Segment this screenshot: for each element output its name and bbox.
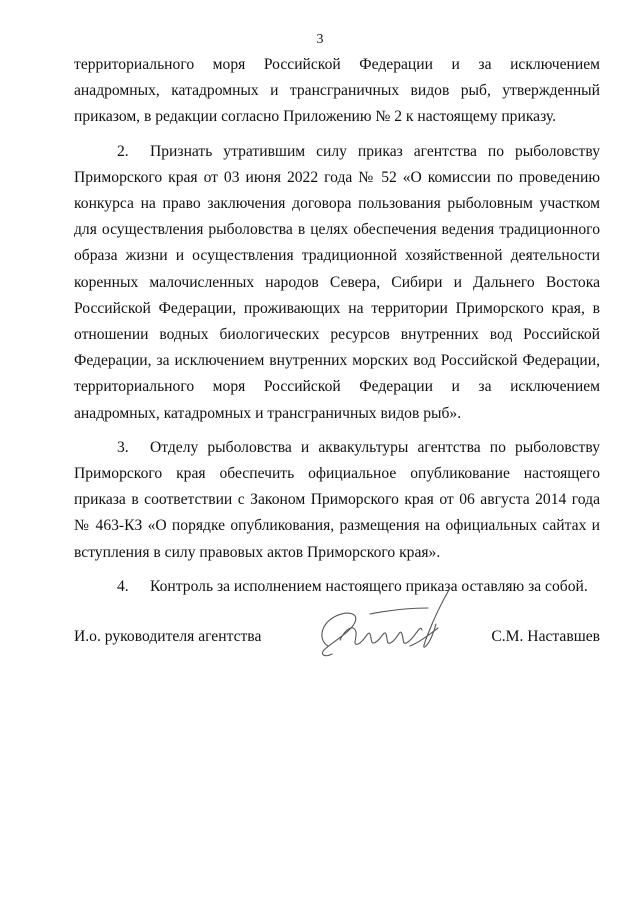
handwritten-signature-icon: [310, 584, 470, 668]
item-text: Контроль за исполнением настоящего приказа оставляю за собой.: [150, 577, 588, 595]
signature-block: [74, 620, 600, 680]
paragraph-item-3: [74, 435, 600, 566]
item-number: 3.: [117, 438, 129, 456]
item-number: 2.: [117, 142, 129, 160]
item-text: Признать утратившим силу приказ агентства по рыболовству Приморского края от 03 июня 2022 года № 52 «О комиссии по проведению конкурса на право заключения договора пользования рыболовным участком для осуществления рыболовства в целях обеспечения ведения традиционного образа жизни и осуществления традиционной хозяйственной деятельности коренных малочисленных народов Севера, Сибири и Дальнего Востока Российской Федерации, проживающих на территории Приморского края, в отношении водных биологических ресурсов внутренних вод Российской Федерации, за исключением внутренних морских вод Российской Федерации, территориального моря Российской Федерации и за исключением анадромных, катадромных и трансграничных видов рыб».: [74, 142, 600, 422]
continuation-paragraph: территориального моря Российской Федерации и за исключением анадромных, катадромных и трансграничных видов рыб, утвержденный приказом, в редакции согласно Приложению № 2 к настоящему приказу.: [74, 56, 600, 126]
item-text: Отделу рыболовства и аквакультуры агентства по рыболовству Приморского края обеспечить официальное опубликование настоящего приказа в соответствии с Законом Приморского края от 06 августа 2014 года № 463-КЗ «О порядке опубликования, размещения на официальных сайтах и вступления в силу правовых актов Приморского края».: [74, 438, 600, 561]
item-number: 4.: [117, 577, 129, 595]
signatory-title: И.о. руководителя агентства: [74, 628, 262, 645]
signatory-name: С.М. Наставшев: [491, 628, 600, 645]
document-body: [74, 52, 600, 600]
paragraph-item-2: [74, 139, 600, 427]
page-number: 3: [316, 32, 324, 47]
